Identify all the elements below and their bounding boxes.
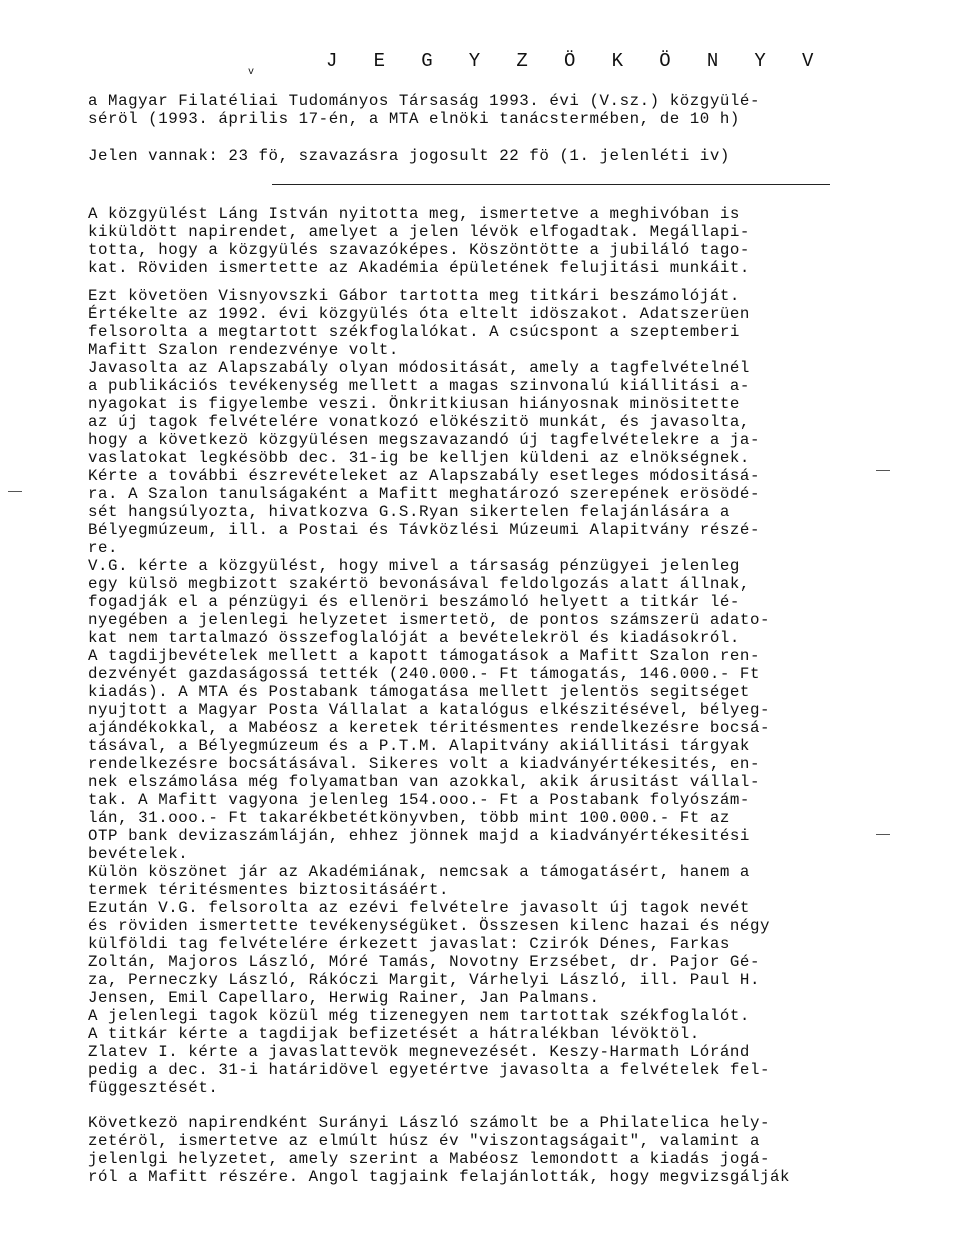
text-line: hogy a következö közgyülésen megszavazandó új tagfelvételekre a ja- xyxy=(88,431,760,449)
text-line: függesztését. xyxy=(88,1079,219,1097)
text-line: a publikációs tevékenység mellett a magas szinvonalú kiállitási a- xyxy=(88,377,750,395)
text-line: pedig a dec. 31-i határidövel egyetértve javasolta a felvételek fel- xyxy=(88,1061,771,1079)
text-line: termek téritésmentes biztositásáért. xyxy=(88,881,450,899)
text-line: vaslatokat legkésöbb dec. 31-ig be kelljen küldeni az elnökségnek. xyxy=(88,449,750,467)
text-line: külföldi tag felvételére érkezett javaslat: Czirók Dénes, Farkas xyxy=(88,935,730,953)
text-line: kat. Röviden ismertette az Akadémia épületének felujitási munkáit. xyxy=(88,259,750,277)
text-line: A titkár kérte a tagdijak befizetését a hátralékban lévöktöl. xyxy=(88,1025,700,1043)
text-line: séröl (1993. április 17-én, a MTA elnöki tanácstermében, de 10 h) xyxy=(88,110,740,128)
document-title: J E G Y Z Ö K Ö N Y V xyxy=(326,50,826,72)
margin-mark xyxy=(8,491,22,492)
text-line: V.G. kérte a közgyülést, hogy mivel a társaság pénzügyei jelenleg xyxy=(88,557,740,575)
text-line: jelenlgi helyzetet, amely szerint a Mabéosz lemondott a kiadás jogá- xyxy=(88,1150,771,1168)
text-line: za, Perneczky László, Rákóczi Margit, Várhelyi László, ill. Paul H. xyxy=(88,971,760,989)
text-line: zetéröl, ismertetve az elmúlt húsz év "viszontagságait", valamint a xyxy=(88,1132,760,1150)
text-line: és röviden ismertette tevékenységüket. Összesen kilenc hazai és négy xyxy=(88,917,771,935)
text-line: sét hangsúlyozta, hivatkozva G.S.Ryan sikertelen felajánlására a xyxy=(88,503,730,521)
text-line: totta, hogy a közgyülés szavazóképes. Köszöntötte a jubiláló tago- xyxy=(88,241,750,259)
text-line: fogadják el a pénzügyi és ellenöri beszámoló helyett a titkár lé- xyxy=(88,593,740,611)
text-line: bevételek. xyxy=(88,845,189,863)
text-line: re. xyxy=(88,539,119,557)
text-line: Zoltán, Majoros László, Móré Tamás, Novotny Erzsébet, dr. Pajor Gé- xyxy=(88,953,760,971)
text-line: nyegében a jelenlegi helyzetet ismertetö, de pontos számszerü adato- xyxy=(88,611,771,629)
text-line: dezvényét gazdaságossá tették (240.000.- Ft támogatás, 146.000.- Ft xyxy=(88,665,760,683)
text-line: tak. A Mafitt vagyona jelenleg 154.ooo.- Ft a Postabank folyószám- xyxy=(88,791,750,809)
text-line: nyagokat is figyelembe veszi. Önkritkiusan hiányosnak minösitette xyxy=(88,395,740,413)
text-line: rendelkezésre bocsátásával. Sikeres volt a kiadványértékesités, en- xyxy=(88,755,760,773)
text-line: egy külsö megbizott szakértö bevonásával feldolgozás alatt állnak, xyxy=(88,575,750,593)
text-line: ajándékokkal, a Mabéosz a keretek téritésmentes rendelkezésre bocsá- xyxy=(88,719,771,737)
title-mark: v xyxy=(248,67,255,78)
text-line: Zlatev I. kérte a javaslattevök megnevezését. Keszy-Harmath Lóránd xyxy=(88,1043,750,1061)
text-line: Javasolta az Alapszabály olyan módositását, amely a tagfelvételnél xyxy=(88,359,750,377)
margin-mark xyxy=(876,834,890,835)
text-line: tásával, a Bélyegmúzeum és a P.T.M. Alapitvány akiállitási tárgyak xyxy=(88,737,750,755)
text-line: Külön köszönet jár az Akadémiának, nemcsak a támogatásért, hanem a xyxy=(88,863,750,881)
horizontal-rule xyxy=(272,184,830,185)
text-line: A tagdijbevételek mellett a kapott támogatások a Mafitt Szalon ren- xyxy=(88,647,760,665)
text-line: Mafitt Szalon rendezvénye volt. xyxy=(88,341,399,359)
text-line: Jensen, Emil Capellaro, Herwig Rainer, Jan Palmans. xyxy=(88,989,600,1007)
text-line: Értékelte az 1992. évi közgyülés óta eltelt idöszakot. Adatszerüen xyxy=(88,305,750,323)
text-line: Ezután V.G. felsorolta az ezévi felvételre javasolt új tagok nevét xyxy=(88,899,750,917)
text-line: Jelen vannak: 23 fö, szavazásra jogosult 22 fö (1. jelenléti iv) xyxy=(88,147,730,165)
text-line: Következö napirendként Surányi László számolt be a Philatelica hely- xyxy=(88,1114,771,1132)
text-line: az új tagok felvételére vonatkozó elökészitö munkát, és javasolta, xyxy=(88,413,750,431)
text-line: lán, 31.ooo.- Ft takarékbetétkönyvben, több mint 100.000.- Ft az xyxy=(88,809,730,827)
text-line: A közgyülést Láng István nyitotta meg, ismertetve a meghivóban is xyxy=(88,205,740,223)
text-line: felsorolta a megtartott székfoglalókat. A csúcspont a szeptemberi xyxy=(88,323,740,341)
text-line: Bélyegmúzeum, ill. a Postai és Távközlési Múzeumi Alapitvány részé- xyxy=(88,521,760,539)
text-line: kiküldött napirendet, amelyet a jelen lévök elfogadtak. Megállapi- xyxy=(88,223,750,241)
text-line: Ezt követöen Visnyovszki Gábor tartotta meg titkári beszámolóját. xyxy=(88,287,740,305)
text-line: ról a Mafitt részére. Angol tagjaink felajánlották, hogy megvizsgálják xyxy=(88,1168,791,1186)
text-line: nek elszámolása még folyamatban van azokkal, akik árusitást vállal- xyxy=(88,773,760,791)
text-line: OTP bank devizaszámláján, ehhez jönnek majd a kiadványértékesitési xyxy=(88,827,750,845)
text-line: kiadás). A MTA és Postabank támogatása mellett jelentös segitséget xyxy=(88,683,750,701)
text-line: Kérte a további észrevételeket az Alapszabály esetleges módositásá- xyxy=(88,467,760,485)
text-line: kat nem tartalmazó összefoglalóját a bevételekröl és kiadásokról. xyxy=(88,629,740,647)
text-line: nyujtott a Magyar Posta Vállalat a katalógus elkészitésével, bélyeg- xyxy=(88,701,771,719)
text-line: A jelenlegi tagok közül még tizenegyen nem tartottak székfoglalót. xyxy=(88,1007,750,1025)
text-line: ra. A Szalon tanulságaként a Mafitt meghatározó szerepének erösödé- xyxy=(88,485,760,503)
text-line: a Magyar Filatéliai Tudományos Társaság 1993. évi (V.sz.) közgyülé- xyxy=(88,92,760,110)
margin-mark xyxy=(876,470,890,471)
